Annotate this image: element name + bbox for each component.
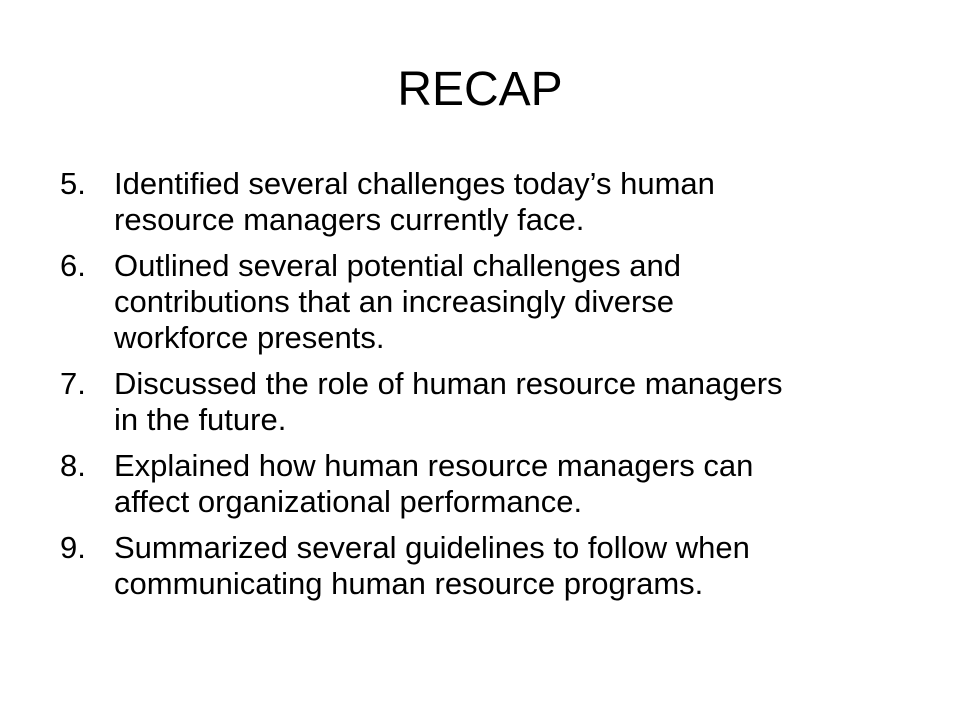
list-item-line: Explained how human resource managers can [114,448,754,483]
list-item-number: 8. [60,448,86,483]
list-item [60,366,920,438]
list-item-line: affect organizational performance. [114,484,583,519]
list-item-text [114,530,920,602]
list-item-number: 9. [60,530,86,565]
list-item-text [114,448,920,520]
list-item-text [114,248,920,356]
list-item-line: Identified several challenges today’s human [114,166,715,201]
list-item-line: Outlined several potential challenges and [114,248,681,283]
list-item-line: resource managers currently face. [114,202,585,237]
list-item-line: in the future. [114,402,287,437]
list-item [60,166,920,238]
list-item-text [114,366,920,438]
list-item-number: 5. [60,166,86,201]
recap-list [60,166,920,612]
slide-title: RECAP [397,63,563,116]
list-item [60,448,920,520]
list-item [60,530,920,602]
list-item-line: contributions that an increasingly diverse [114,284,675,319]
list-item-number: 7. [60,366,86,401]
list-item-line: Summarized several guidelines to follow when [114,530,750,565]
list-item [60,248,920,356]
list-item-text [114,166,920,238]
list-item-line: Discussed the role of human resource managers [114,366,783,401]
list-item-line: workforce presents. [114,320,385,355]
list-item-line: communicating human resource programs. [114,566,704,601]
list-item-number: 6. [60,248,86,283]
